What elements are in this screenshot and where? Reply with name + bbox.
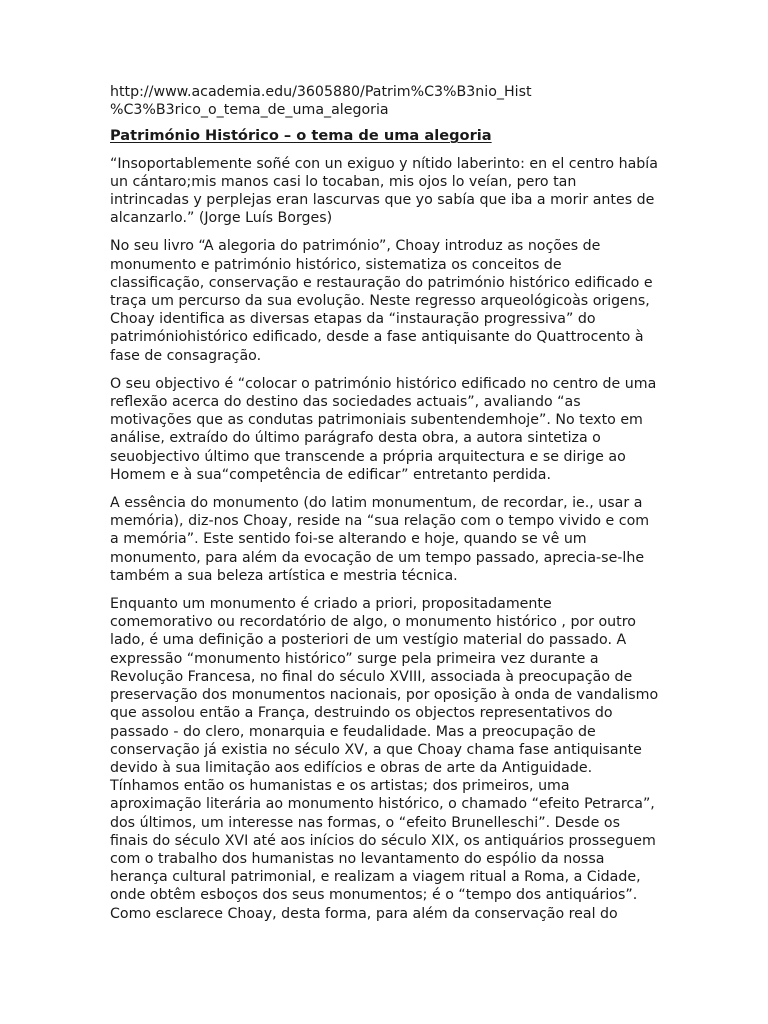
paragraph-line: O seu objectivo é “colocar o património histórico edificado no centro de uma xyxy=(110,375,657,392)
paragraph-line: Homem e à sua“competência de edificar” entretanto perdida. xyxy=(110,466,552,483)
paragraph-line: motivações que as condutas patrimoniais subentendemhoje”. No texto em xyxy=(110,412,643,429)
paragraph-line: finais do século XVI até aos inícios do século XIX, os antiquários prosseguem xyxy=(110,832,656,849)
paragraph-line: reflexão acerca do destino das sociedades actuais”, avaliando “as xyxy=(110,394,581,411)
paragraph-line: traça um percurso da sua evolução. Neste regresso arqueológicoàs origens, xyxy=(110,293,650,310)
paragraph-line: A essência do monumento (do latim monumentum, de recordar, ie., usar a xyxy=(110,495,643,512)
paragraph-2 xyxy=(110,237,660,364)
paragraph-line: onde obtêm esboços dos seus monumentos; é o “tempo dos antiquários”. xyxy=(110,887,638,904)
paragraph-line: Tínhamos então os humanistas e os artistas; dos primeiros, uma xyxy=(110,778,570,795)
paragraph-line: dos últimos, um interesse nas formas, o “efeito Brunelleschi”. Desde os xyxy=(110,814,620,831)
paragraph-4 xyxy=(110,494,660,585)
paragraph-line: lado, é uma definição a posteriori de um vestígio material do passado. A xyxy=(110,632,627,649)
paragraph-line: Como esclarece Choay, desta forma, para além da conservação real do xyxy=(110,905,618,922)
document-page xyxy=(110,83,660,933)
paragraph-3 xyxy=(110,375,660,484)
paragraph-line: No seu livro “A alegoria do património”, Choay introduz as noções de xyxy=(110,238,601,255)
paragraph-line: que assolou então a França, destruindo os objectos representativos do xyxy=(110,705,613,722)
paragraph-line: preservação dos monumentos nacionais, por oposição à onda de vandalismo xyxy=(110,687,659,704)
paragraph-line: Revolução Francesa, no final do século XVIII, associada à preocupação de xyxy=(110,668,633,685)
paragraph-line: intrincadas y perplejas eran lascurvas que yo sabía que iba a morir antes de xyxy=(110,192,655,209)
paragraph-line: conservação já existia no século XV, a que Choay chama fase antiquisante xyxy=(110,741,642,758)
paragraph-line: Enquanto um monumento é criado a priori, propositadamente xyxy=(110,596,552,613)
paragraph-line: monumento e património histórico, sistematiza os conceitos de xyxy=(110,256,562,273)
paragraph-line: análise, extraído do último parágrafo desta obra, a autora sintetiza o xyxy=(110,430,601,447)
paragraph-line: alcanzarlo.” (Jorge Luís Borges) xyxy=(110,210,333,227)
paragraph-line: patrimóniohistórico edificado, desde a fase antiquisante do Quattrocento à xyxy=(110,329,644,346)
paragraph-line: monumento, para além da evocação de um tempo passado, aprecia-se-lhe xyxy=(110,549,645,566)
paragraph-line: comemorativo ou recordatório de algo, o monumento histórico , por outro xyxy=(110,614,636,631)
paragraph-line: Choay identifica as diversas etapas da “instauração progressiva” do xyxy=(110,311,596,328)
source-url[interactable] xyxy=(110,83,660,119)
paragraph-line: com o trabalho dos humanistas no levantamento do espólio da nossa xyxy=(110,850,605,867)
paragraph-line: a memória”. Este sentido foi-se alterando e hoje, quando se vê um xyxy=(110,531,587,548)
source-url-line-2[interactable]: %C3%B3rico_o_tema_de_uma_alegoria xyxy=(110,102,389,119)
paragraph-line: também a sua beleza artística e mestria técnica. xyxy=(110,567,458,584)
paragraph-1 xyxy=(110,155,660,228)
source-url-line-1[interactable]: http://www.academia.edu/3605880/Patrim%C3%B3nio_Hist xyxy=(110,84,532,100)
paragraph-line: classificação, conservação e restauração do património histórico edificado e xyxy=(110,274,653,291)
paragraph-line: expressão “monumento histórico” surge pela primeira vez durante a xyxy=(110,650,599,667)
paragraph-line: memória), diz-nos Choay, reside na “sua relação com o tempo vivido e com xyxy=(110,513,650,530)
document-title: Património Histórico – o tema de uma alegoria xyxy=(110,127,492,145)
paragraph-5 xyxy=(110,595,660,923)
paragraph-line: fase de consagração. xyxy=(110,347,262,364)
paragraph-line: aproximação literária ao monumento histórico, o chamado “efeito Petrarca”, xyxy=(110,796,655,813)
paragraph-line: un cántaro;mis manos casi lo tocaban, mis ojos lo veían, pero tan xyxy=(110,173,577,190)
document-body xyxy=(110,155,660,923)
paragraph-line: herança cultural patrimonial, e realizam a viagem ritual a Roma, a Cidade, xyxy=(110,869,641,886)
paragraph-line: seuobjectivo último que transcende a própria arquitectura e se dirige ao xyxy=(110,448,626,465)
paragraph-line: devido à sua limitação aos edifícios e obras de arte da Antiguidade. xyxy=(110,759,593,776)
paragraph-line: passado - do clero, monarquia e feudalidade. Mas a preocupação de xyxy=(110,723,596,740)
paragraph-line: “Insoportablemente soñé con un exiguo y nítido laberinto: en el centro había xyxy=(110,155,658,172)
